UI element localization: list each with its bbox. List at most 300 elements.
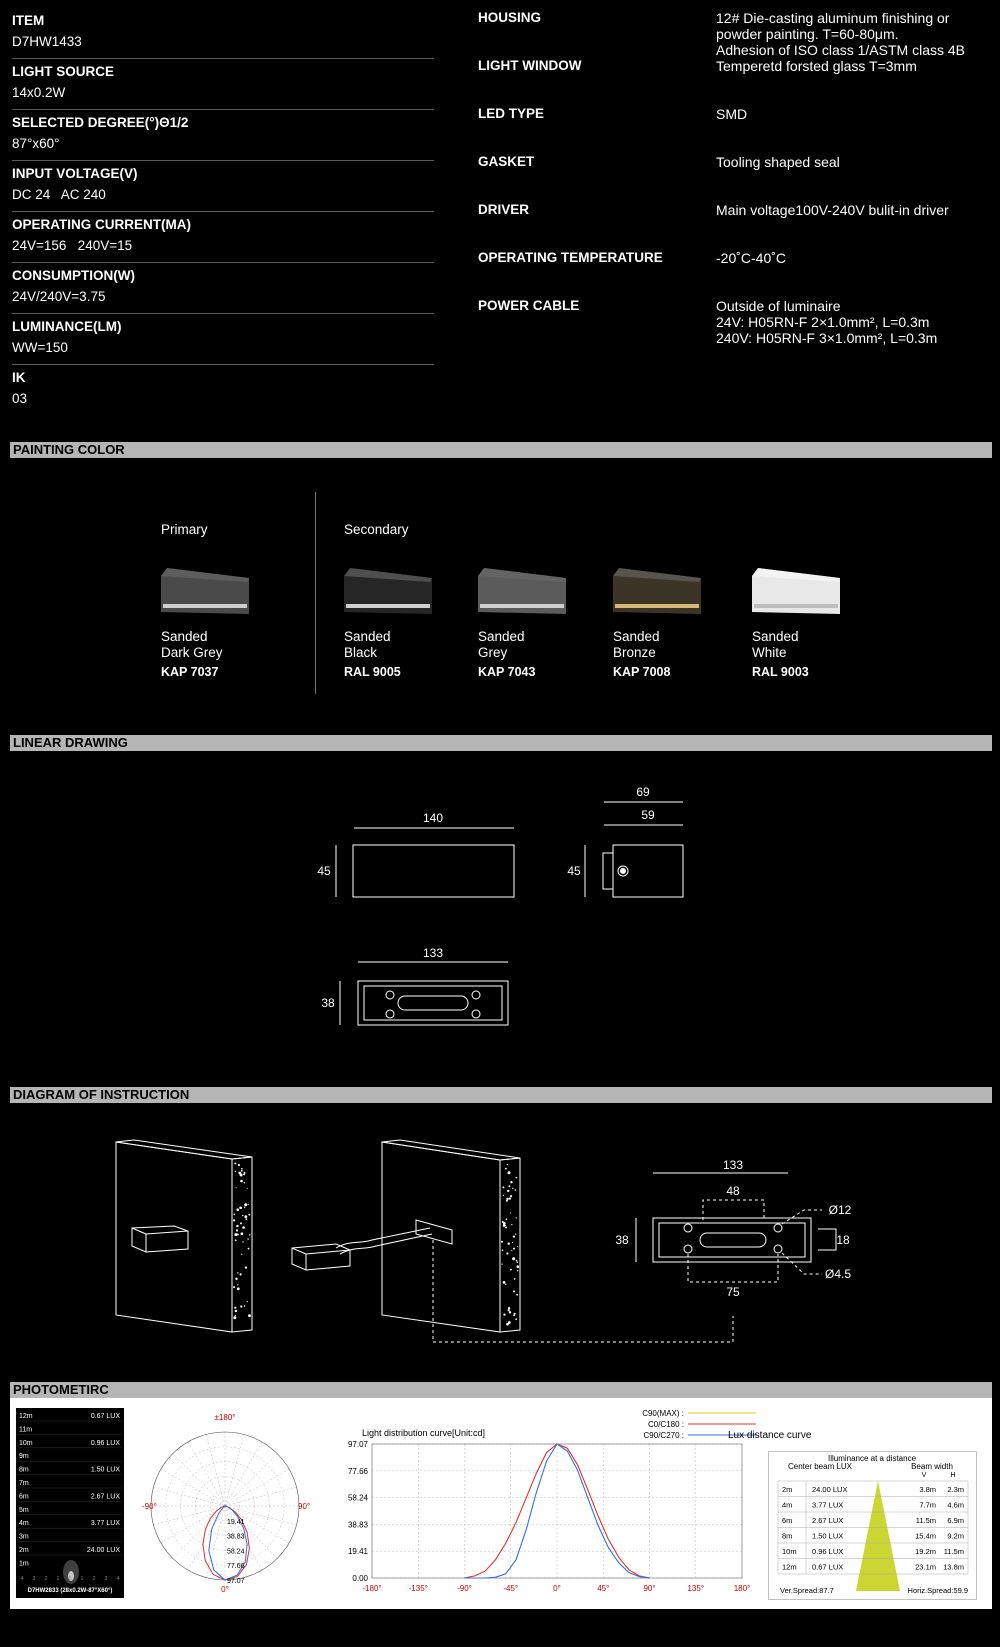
wall-1-top xyxy=(116,1140,252,1159)
y-tick-label: 97.07 xyxy=(347,1440,368,1449)
wall-speck xyxy=(241,1168,243,1170)
section-linear-drawing: LINEAR DRAWING xyxy=(10,735,992,751)
spec-label: GASKET xyxy=(478,154,535,169)
wall-speck xyxy=(242,1241,243,1242)
legend-label: C0/C180 : xyxy=(647,1420,684,1429)
color-swatch xyxy=(161,568,261,679)
wall-1-face xyxy=(116,1142,232,1332)
spec-label: CONSUMPTION(W) xyxy=(12,268,135,283)
table-col-v: V xyxy=(921,1472,927,1479)
lux-distance-label: 6m xyxy=(19,1493,29,1501)
spec-label: OPERATING CURRENT(MA) xyxy=(12,217,191,232)
wall-speck xyxy=(511,1250,512,1251)
wall-speck xyxy=(235,1239,237,1241)
wall-speck xyxy=(514,1278,516,1280)
spec-value xyxy=(716,298,993,346)
spec-row xyxy=(478,202,993,250)
table-lux: 3.77 LUX xyxy=(812,1500,844,1510)
lux-axis-tick: 2 xyxy=(44,1576,48,1582)
section-photometric: PHOTOMETIRC xyxy=(10,1382,992,1398)
wall-speck xyxy=(512,1188,513,1189)
wall-speck xyxy=(247,1301,248,1302)
color-finish: Sanded xyxy=(344,629,391,644)
lux-axis-tick: 4 xyxy=(116,1576,120,1582)
wall-speck xyxy=(515,1234,516,1235)
spacing-label: 75 xyxy=(726,1285,740,1299)
color-code: RAL 9003 xyxy=(752,665,809,679)
polar-spoke xyxy=(161,1469,225,1506)
lux-distance-label: 1m xyxy=(19,1560,29,1568)
lux-value-label: 2.67 LUX xyxy=(90,1493,120,1501)
wall-speck xyxy=(506,1198,508,1200)
wall-speck xyxy=(236,1208,239,1211)
linear-drawing xyxy=(0,770,1000,1070)
section-diagram-instruction: DIAGRAM OF INSTRUCTION xyxy=(10,1087,992,1103)
wall-speck xyxy=(505,1227,507,1229)
lamp-image xyxy=(161,568,249,614)
wall-speck xyxy=(510,1269,512,1271)
mounted-lamp xyxy=(132,1226,188,1252)
wall-speck xyxy=(513,1290,515,1292)
spec-row xyxy=(478,58,993,106)
spec-label: OPERATING TEMPERATURE xyxy=(478,250,663,265)
wall-speck xyxy=(247,1238,248,1239)
x-tick-label: -180° xyxy=(362,1584,382,1593)
lux-value-label: 24.00 LUX xyxy=(86,1547,120,1554)
wall-speck xyxy=(517,1270,518,1271)
spec-value xyxy=(716,106,993,154)
wall-speck xyxy=(244,1215,247,1218)
wall-speck xyxy=(248,1214,250,1216)
polar-spoke xyxy=(188,1506,225,1570)
wall-speck xyxy=(237,1272,238,1273)
lux-axis-tick: 1 xyxy=(56,1576,60,1582)
polar-label-top: ±180° xyxy=(214,1413,236,1422)
side-cable-core xyxy=(621,869,626,874)
spec-value xyxy=(716,250,993,298)
table-h: 6.9m xyxy=(947,1516,964,1525)
lux-distance-label: 3m xyxy=(19,1533,29,1541)
wall-speck xyxy=(244,1182,245,1183)
bracket-slot xyxy=(700,1233,766,1247)
wall-speck xyxy=(240,1273,242,1275)
wall-2-top xyxy=(382,1140,520,1160)
light-distribution-chart xyxy=(330,1406,770,1611)
color-swatch xyxy=(344,568,444,679)
polar-spoke xyxy=(225,1454,277,1506)
small-hole-label: Ø4.5 xyxy=(824,1267,852,1281)
spec-value: DC 24 AC 240 xyxy=(12,187,106,202)
wall-speck xyxy=(245,1267,247,1269)
wall-speck xyxy=(244,1207,245,1208)
wall-speck xyxy=(240,1222,242,1224)
wall-speck xyxy=(506,1252,508,1254)
spec-value xyxy=(716,58,993,106)
polar-spoke xyxy=(225,1469,289,1506)
x-tick-label: 135° xyxy=(687,1584,705,1593)
color-code: RAL 9005 xyxy=(344,665,401,679)
lux-distance-label: 2m xyxy=(19,1547,29,1554)
big-hole-label: Ø12 xyxy=(828,1203,852,1217)
color-shade: Dark Grey xyxy=(161,645,223,660)
spec-value-line: Outside of luminaire xyxy=(716,298,841,314)
mounted-lamp-edge-2 xyxy=(132,1228,146,1234)
wall-speck xyxy=(516,1177,518,1179)
wall-speck xyxy=(248,1248,250,1250)
wall-speck xyxy=(513,1314,515,1316)
wall-speck xyxy=(236,1225,238,1227)
wall-speck xyxy=(237,1284,238,1285)
table-distance: 10m xyxy=(782,1547,797,1556)
color-swatch xyxy=(613,568,713,679)
spec-value-line: SMD xyxy=(716,106,748,122)
color-finish: Sanded xyxy=(478,629,525,644)
spec-value-line: -20˚C-40˚C xyxy=(716,250,787,266)
spec-value: 24V=156 240V=15 xyxy=(12,238,133,253)
bracket-body xyxy=(653,1218,811,1262)
ver-spread: Ver.Spread:87.7 xyxy=(780,1586,834,1595)
x-tick-label: -45° xyxy=(503,1584,519,1593)
spec-label: POWER CABLE xyxy=(478,298,580,313)
table-lux: 2.67 LUX xyxy=(812,1516,844,1525)
table-v: 3.8m xyxy=(919,1485,936,1494)
lux-distance-label: 11m xyxy=(19,1426,33,1434)
spec-label: IK xyxy=(12,370,26,385)
wall-speck xyxy=(244,1305,245,1306)
bottom-width-label: 133 xyxy=(422,946,444,960)
front-view-body xyxy=(353,845,514,897)
x-tick-label: -90° xyxy=(457,1584,472,1593)
table-col-beam: Beam width xyxy=(911,1462,953,1471)
x-tick-label: 45° xyxy=(597,1584,610,1593)
spec-value-line: Tooling shaped seal xyxy=(716,154,840,170)
bracket-hole-4 xyxy=(774,1245,782,1253)
wall-speck xyxy=(516,1260,518,1262)
lux-distance-label: 5m xyxy=(19,1506,29,1514)
lux-axis-tick: 0 xyxy=(68,1576,72,1582)
spec-row xyxy=(478,10,993,58)
polar-spoke xyxy=(206,1435,225,1506)
side-inner-label: 59 xyxy=(641,808,655,822)
polar-ring-label: 19.41 xyxy=(227,1518,245,1526)
wall-speck xyxy=(512,1257,515,1260)
table-lux: 24.00 LUX xyxy=(812,1485,848,1494)
spec-value: 87°x60° xyxy=(12,136,60,151)
spec-label: HOUSING xyxy=(478,10,542,25)
polar-spoke xyxy=(154,1487,225,1506)
lux-axis-tick: 2 xyxy=(92,1576,96,1582)
table-distance: 2m xyxy=(782,1485,793,1494)
wall-speck xyxy=(233,1286,235,1288)
wall-speck xyxy=(234,1233,237,1236)
table-h: 13.8m xyxy=(943,1562,964,1572)
y-tick-label: 77.66 xyxy=(347,1466,368,1476)
wall-speck xyxy=(248,1204,249,1205)
wall-speck xyxy=(501,1241,503,1243)
color-name xyxy=(344,629,444,661)
wall-speck xyxy=(513,1236,515,1238)
bottom-slot xyxy=(398,996,468,1010)
y-tick-label: 38.83 xyxy=(347,1520,368,1530)
table-v: 19.2m xyxy=(915,1547,936,1556)
wall-speck xyxy=(506,1323,509,1326)
y-tick-label: 19.41 xyxy=(347,1547,368,1557)
bracket-hole-1 xyxy=(684,1224,692,1232)
spec-value xyxy=(716,202,993,250)
wall-speck xyxy=(503,1195,504,1196)
wall-speck xyxy=(506,1218,508,1220)
wall-texture xyxy=(233,1163,519,1326)
lux-value-label: 3.77 LUX xyxy=(90,1520,120,1528)
spec-label: LED TYPE xyxy=(478,106,545,121)
wall-speck xyxy=(502,1186,504,1188)
bottom-view-body xyxy=(358,981,508,1025)
wall-speck xyxy=(247,1188,248,1189)
table-h: 9.2m xyxy=(947,1531,964,1541)
x-tick-label: 90° xyxy=(643,1584,656,1593)
wall-speck xyxy=(237,1287,240,1290)
wall-speck xyxy=(510,1195,512,1197)
big-hole-leader xyxy=(782,1210,822,1224)
bottom-height-label: 38 xyxy=(321,996,335,1010)
spec-table-left xyxy=(12,8,434,415)
spec-row xyxy=(12,263,434,314)
wall-speck xyxy=(249,1234,250,1235)
wall-speck xyxy=(240,1180,243,1183)
wall-speck xyxy=(515,1189,517,1191)
wall-speck xyxy=(515,1318,517,1320)
lux-value-label: 0.96 LUX xyxy=(90,1439,120,1447)
wall-speck xyxy=(241,1254,242,1255)
color-name xyxy=(752,629,852,661)
lux-distance-label: 4m xyxy=(19,1520,29,1528)
slot-dim-guide xyxy=(703,1200,764,1220)
front-width-label: 140 xyxy=(422,811,444,825)
color-finish: Sanded xyxy=(613,629,660,644)
polar-ring-label: 97.07 xyxy=(227,1578,245,1585)
table-lux: 0.96 LUX xyxy=(812,1547,844,1556)
polar-spoke xyxy=(173,1506,225,1558)
spec-value xyxy=(716,10,993,58)
mounted-lamp-edge-3 xyxy=(146,1231,188,1234)
lux-distance-label: 10m xyxy=(19,1439,33,1447)
table-title: Illuminance at a distance xyxy=(827,1454,917,1463)
spec-row xyxy=(12,365,434,415)
spec-value-line: Adhesion of ISO class 1/ASTM class 4B xyxy=(716,42,965,58)
polar-spoke xyxy=(188,1442,225,1506)
spec-row xyxy=(12,110,434,161)
table-h: 2.3m xyxy=(947,1485,964,1494)
x-tick-label: 180° xyxy=(733,1584,751,1593)
loose-lamp xyxy=(292,1244,350,1270)
chart-title: Light distribution curve[Unit:cd] xyxy=(362,1428,486,1438)
wall-speck xyxy=(513,1248,515,1250)
polar-spoke xyxy=(225,1435,244,1506)
lux-scale-panel xyxy=(16,1408,124,1598)
wall-speck xyxy=(244,1203,247,1206)
wall-speck xyxy=(508,1309,510,1311)
side-view-plate xyxy=(603,853,613,889)
y-tick-label: 58.24 xyxy=(347,1493,368,1503)
spec-value-line: Temperetd forsted glass T=3mm xyxy=(716,58,917,74)
lux-value-label: 0.67 LUX xyxy=(90,1413,120,1420)
lux-distance-label: 7m xyxy=(19,1480,29,1487)
spec-label: ITEM xyxy=(12,13,45,28)
lux-curve-title: Lux distance curve xyxy=(728,1430,812,1441)
bottom-hole-3 xyxy=(472,991,480,999)
loose-lamp-edge-2 xyxy=(292,1248,306,1254)
bottom-hole-1 xyxy=(386,991,394,999)
table-v: 23.1m xyxy=(915,1562,936,1572)
spec-value: 03 xyxy=(12,391,28,406)
spec-label: INPUT VOLTAGE(V) xyxy=(12,166,138,181)
wall-speck xyxy=(509,1311,511,1313)
color-divider xyxy=(315,492,316,694)
spec-label: LIGHT SOURCE xyxy=(12,64,115,79)
side-outer-label: 69 xyxy=(636,785,650,799)
spec-row xyxy=(12,212,434,263)
spec-row xyxy=(12,314,434,365)
wall-speck xyxy=(234,1163,236,1165)
spec-label: SELECTED DEGREE(°)Θ1/2 xyxy=(12,115,189,130)
wall-speck xyxy=(236,1187,237,1188)
wall-speck xyxy=(233,1219,235,1221)
bracket-height-label: 38 xyxy=(615,1233,629,1247)
table-distance: 8m xyxy=(782,1531,793,1541)
polar-label-right: 90° xyxy=(298,1502,310,1511)
wall-2-side xyxy=(500,1158,520,1332)
lux-axis-tick: 1 xyxy=(80,1576,84,1582)
lux-axis-tick: 4 xyxy=(20,1576,24,1582)
wall-speck xyxy=(242,1226,245,1229)
lamp-image xyxy=(478,568,566,614)
color-swatch xyxy=(752,568,852,679)
table-v: 15.4m xyxy=(915,1531,936,1541)
bottom-view-inner xyxy=(364,986,502,1020)
table-distance: 6m xyxy=(782,1516,793,1525)
color-code: KAP 7008 xyxy=(613,665,671,679)
table-lux: 0.67 LUX xyxy=(812,1562,844,1572)
color-finish: Sanded xyxy=(161,629,208,644)
legend-label: C90(MAX) : xyxy=(642,1409,684,1418)
painting-color-panel xyxy=(0,490,1000,700)
spec-row xyxy=(478,250,993,298)
bracket-width-label: 133 xyxy=(722,1158,744,1172)
lux-value-label: 1.50 LUX xyxy=(90,1466,120,1474)
hor-spread: Horiz.Spread:59.9 xyxy=(907,1586,968,1595)
wall-speck xyxy=(235,1310,237,1312)
polar-spoke xyxy=(225,1487,296,1506)
wall-speck xyxy=(238,1172,241,1175)
wall-speck xyxy=(246,1218,248,1220)
lux-axis-tick: 3 xyxy=(104,1576,108,1582)
color-swatch xyxy=(478,568,578,679)
spec-value: WW=150 xyxy=(12,340,68,355)
wall-speck xyxy=(241,1170,243,1172)
wall-speck xyxy=(507,1190,509,1192)
side-height-label: 45 xyxy=(567,864,581,878)
y-tick-label: 0.00 xyxy=(352,1574,368,1583)
lux-distance-label: 8m xyxy=(19,1466,29,1474)
instruction-diagram xyxy=(0,1120,1000,1380)
spec-value-line: 24V: H05RN-F 2×1.0mm², L=0.3m xyxy=(716,314,930,330)
spec-table-right xyxy=(478,10,993,346)
wall-speck xyxy=(235,1315,236,1316)
lux-distance-label: 9m xyxy=(19,1453,29,1461)
spec-value: 14x0.2W xyxy=(12,85,66,100)
x-tick-label: -135° xyxy=(408,1584,428,1593)
bracket-inner xyxy=(659,1223,805,1257)
wall-speck xyxy=(235,1171,236,1172)
color-shade: Black xyxy=(344,645,378,660)
gap-label: 18 xyxy=(836,1233,850,1247)
wall-speck xyxy=(507,1164,508,1165)
color-shade: White xyxy=(752,645,787,660)
wall-speck xyxy=(503,1281,506,1284)
color-shade: Grey xyxy=(478,645,508,660)
illuminance-table xyxy=(768,1451,978,1601)
wall-speck xyxy=(508,1307,510,1309)
wall-speck xyxy=(516,1294,518,1296)
wall-speck xyxy=(512,1242,513,1243)
table-h: 11.5m xyxy=(943,1547,964,1556)
wall-speck xyxy=(503,1222,506,1225)
wall-speck xyxy=(502,1264,503,1265)
wall-2-face xyxy=(382,1142,500,1332)
photometric-panel xyxy=(10,1398,992,1609)
wall-speck xyxy=(238,1164,240,1166)
wall-speck xyxy=(514,1313,516,1315)
color-code: KAP 7043 xyxy=(478,665,536,679)
wall-speck xyxy=(511,1224,512,1225)
spec-value xyxy=(716,154,993,202)
wall-speck xyxy=(508,1185,510,1187)
spec-value-line: Main voltage100V-240V bulit-in driver xyxy=(716,202,949,218)
spec-label: DRIVER xyxy=(478,202,530,217)
front-height-label: 45 xyxy=(317,864,331,878)
wall-speck xyxy=(502,1249,504,1251)
wall-speck xyxy=(510,1181,512,1183)
polar-label-left: -90° xyxy=(142,1502,157,1511)
polar-diagram xyxy=(140,1406,310,1606)
table-col-h: H xyxy=(950,1472,956,1479)
wall-speck xyxy=(235,1278,237,1280)
legend-label: C90/C270 : xyxy=(643,1431,684,1440)
spec-label: LUMINANCE(LM) xyxy=(12,319,122,334)
slot-label: 48 xyxy=(726,1184,740,1198)
primary-label: Primary xyxy=(161,522,208,537)
wall-speck xyxy=(508,1171,511,1174)
small-hole-leader xyxy=(782,1253,822,1274)
spec-value: D7HW1433 xyxy=(12,34,82,49)
spec-row xyxy=(478,106,993,154)
lux-axis-tick: 3 xyxy=(32,1576,36,1582)
spec-row xyxy=(12,59,434,110)
spec-label: LIGHT WINDOW xyxy=(478,58,582,73)
secondary-label: Secondary xyxy=(344,522,409,537)
wall-speck xyxy=(233,1316,236,1319)
lux-distance-label: 12m xyxy=(19,1413,33,1420)
table-v: 7.7m xyxy=(919,1500,936,1510)
wall-speck xyxy=(244,1172,246,1174)
color-shade: Bronze xyxy=(613,645,656,660)
lamp-image xyxy=(613,568,701,614)
mounting-bracket xyxy=(416,1220,452,1244)
polar-spoke xyxy=(225,1442,262,1506)
x-tick-label: 0° xyxy=(553,1584,561,1593)
polar-label-bottom: 0° xyxy=(221,1585,229,1594)
wall-speck xyxy=(509,1198,511,1200)
